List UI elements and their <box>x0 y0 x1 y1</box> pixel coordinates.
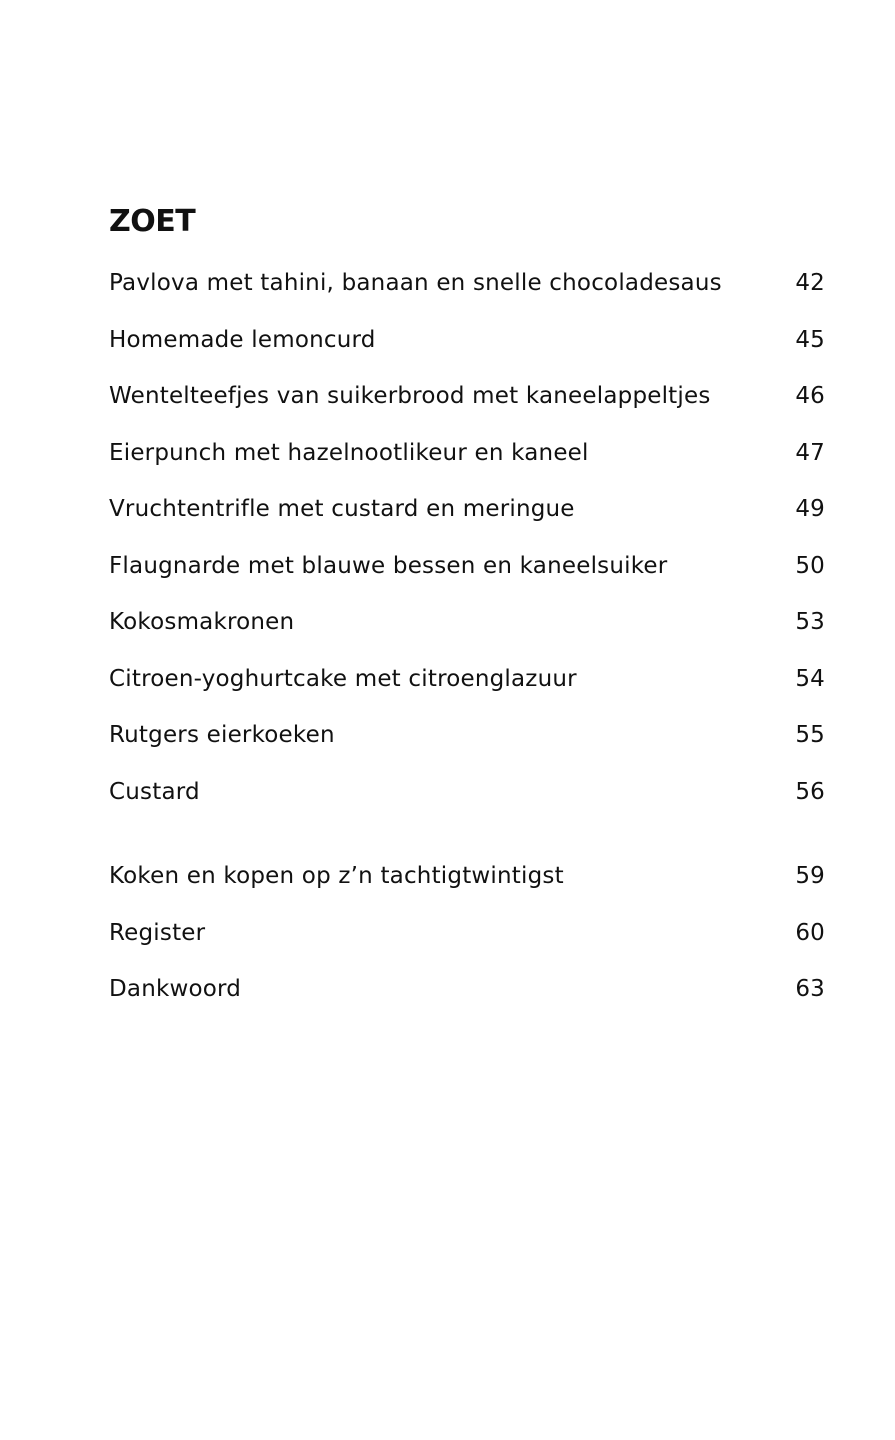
toc-entry-title: Flaugnarde met blauwe bessen en kaneelsuiker <box>109 552 668 579</box>
toc-entry-title: Citroen-yoghurtcake met citroenglazuur <box>109 665 577 692</box>
toc-entry-page: 45 <box>795 326 825 353</box>
toc-entry-page: 60 <box>795 919 825 946</box>
toc-entry <box>109 320 825 377</box>
toc-entry-title: Homemade lemoncurd <box>109 326 376 353</box>
toc-group-appendix <box>109 856 825 1026</box>
toc-entry <box>109 489 825 546</box>
toc-entry-page: 50 <box>795 552 825 579</box>
toc-entry-page: 63 <box>795 976 825 1002</box>
toc-entry-page: 49 <box>795 496 825 522</box>
toc-entry-page: 47 <box>795 439 825 466</box>
toc-entry-title: Rutgers eierkoeken <box>109 722 335 748</box>
toc-entry-title: Eierpunch met hazelnootlikeur en kaneel <box>109 439 589 466</box>
toc-entry <box>109 856 825 913</box>
toc-entry <box>109 715 825 772</box>
toc-entry-title: Kokosmakronen <box>109 609 295 635</box>
toc-entry-title: Custard <box>109 778 200 805</box>
toc-entry <box>109 546 825 603</box>
toc-entry-page: 59 <box>795 863 825 889</box>
toc-group-recipes <box>109 263 825 828</box>
toc-entry-title: Pavlova met tahini, banaan en snelle chocoladesaus <box>109 270 722 296</box>
toc-entry <box>109 263 825 320</box>
toc-entry <box>109 602 825 659</box>
toc-entry <box>109 969 825 1026</box>
toc-entry-page: 54 <box>795 665 825 692</box>
toc-entry <box>109 659 825 716</box>
table-of-contents <box>109 263 825 1026</box>
toc-entry <box>109 772 825 829</box>
toc-entry-page: 42 <box>795 270 825 296</box>
toc-entry <box>109 913 825 970</box>
toc-entry-title: Dankwoord <box>109 976 242 1002</box>
toc-entry-title: Register <box>109 919 206 946</box>
section-title: ZOET <box>109 204 196 239</box>
toc-entry-title: Vruchtentrifle met custard en meringue <box>109 496 575 522</box>
toc-entry <box>109 376 825 433</box>
toc-entry <box>109 433 825 490</box>
toc-entry-page: 56 <box>795 778 825 805</box>
toc-entry-page: 55 <box>795 722 825 748</box>
toc-entry-title: Wentelteefjes van suikerbrood met kaneelappeltjes <box>109 383 711 409</box>
toc-entry-title: Koken en kopen op z’n tachtigtwintigst <box>109 863 564 889</box>
toc-entry-page: 53 <box>795 609 825 635</box>
toc-entry-page: 46 <box>795 383 825 409</box>
